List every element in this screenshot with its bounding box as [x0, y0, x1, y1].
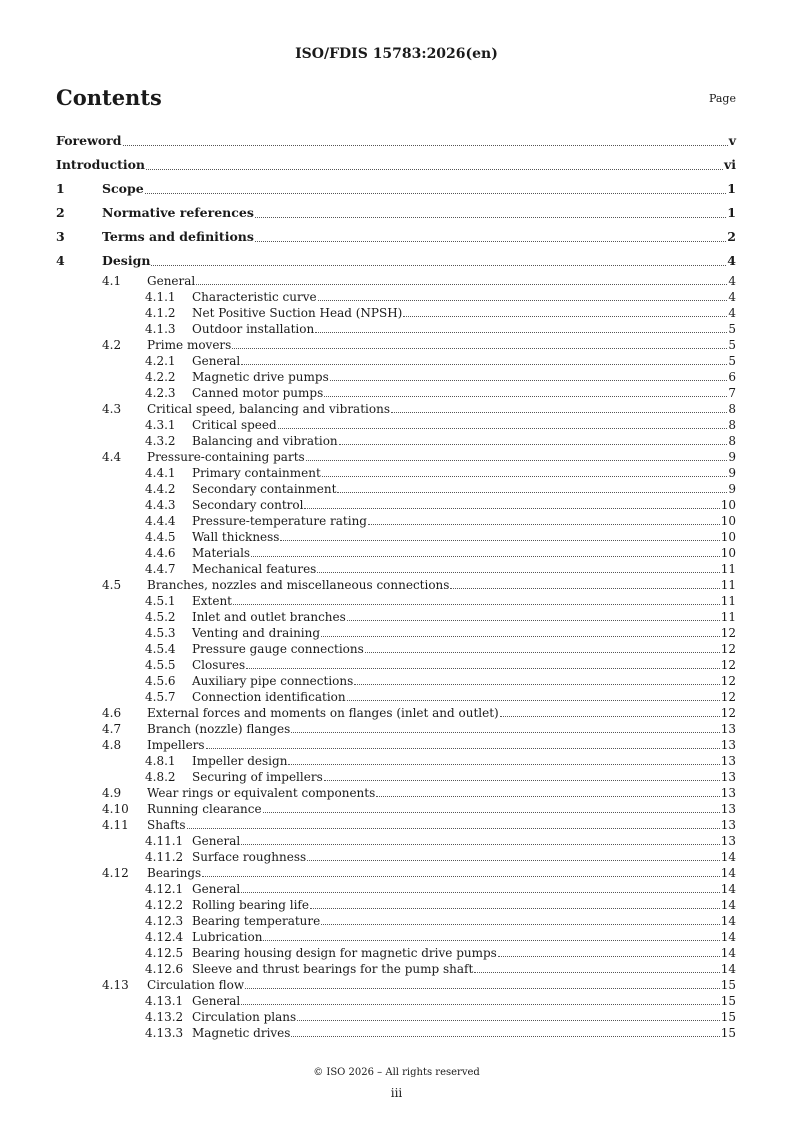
toc-entry[interactable] — [56, 657, 736, 673]
toc-entry-number: 4.11.1 — [145, 834, 184, 848]
toc-entry-number: 4.11.2 — [145, 850, 184, 864]
dot-leader — [321, 923, 719, 925]
toc-entry-number: 4.6 — [102, 706, 122, 720]
toc-entry[interactable] — [56, 929, 736, 945]
toc-entry-title: Bearings — [147, 866, 202, 880]
document-id-header: ISO/FDIS 15783:2026(en) — [295, 46, 498, 62]
toc-entry[interactable] — [56, 785, 736, 801]
toc-entry-number: 4.2.1 — [145, 354, 176, 368]
toc-entry-title: Surface roughness — [192, 850, 307, 864]
toc-entry[interactable] — [56, 385, 736, 401]
toc-entry[interactable] — [56, 913, 736, 929]
toc-entry-title: Outdoor installation — [192, 322, 315, 336]
toc-entry-title: Connection identification — [192, 690, 346, 704]
dot-leader — [146, 168, 723, 170]
toc-entry-number: 4.1.2 — [145, 306, 176, 320]
toc-entry-number: 4.13 — [102, 978, 129, 992]
toc-entry-title: Canned motor pumps — [192, 386, 324, 400]
contents-heading: Contents — [56, 85, 162, 110]
toc-entry-page: 4 — [728, 274, 736, 288]
toc-entry[interactable] — [56, 497, 736, 513]
toc-entry-title: Inlet and outlet branches — [192, 610, 346, 624]
toc-entry-page: 10 — [720, 530, 736, 544]
toc-entry-number: 4.12 — [102, 866, 129, 880]
toc-entry-number: 4.1 — [102, 274, 122, 288]
toc-entry-title: Secondary containment — [192, 482, 337, 496]
toc-entry-title: Pressure gauge connections — [192, 642, 364, 656]
toc-entry-title: Impeller design — [192, 754, 288, 768]
toc-entry[interactable] — [56, 273, 736, 289]
toc-entry-page: 11 — [720, 562, 736, 576]
toc-entry[interactable] — [56, 625, 736, 641]
toc-entry-title: Branches, nozzles and miscellaneous connections — [147, 578, 450, 592]
dot-leader — [151, 264, 726, 266]
toc-entry-number: 4.12.4 — [145, 930, 184, 944]
dot-leader — [263, 939, 719, 941]
toc-entry-number: 2 — [56, 205, 65, 220]
toc-entry[interactable] — [56, 641, 736, 657]
toc-entry-title: Foreword — [56, 133, 122, 148]
dot-leader — [324, 779, 720, 781]
toc-entry-page: 9 — [728, 466, 736, 480]
toc-entry[interactable] — [56, 153, 736, 177]
toc-entry-page: 5 — [728, 338, 736, 352]
toc-entry-page: 12 — [720, 706, 736, 720]
toc-entry-page: 7 — [728, 386, 736, 400]
toc-entry-number: 4.2.2 — [145, 370, 176, 384]
toc-entry-page: 12 — [720, 674, 736, 688]
toc-entry[interactable] — [56, 1009, 736, 1025]
dot-leader — [322, 475, 728, 477]
toc-entry-number: 4.12.2 — [145, 898, 184, 912]
dot-leader — [365, 651, 720, 653]
toc-entry-number: 4.5.6 — [145, 674, 176, 688]
toc-entry[interactable] — [56, 721, 736, 737]
toc-entry-page: 14 — [720, 866, 736, 880]
dot-leader — [202, 875, 720, 877]
toc-entry-page: 14 — [720, 882, 736, 896]
toc-entry-number: 1 — [56, 181, 65, 196]
dot-leader — [318, 299, 728, 301]
toc-entry-page: 14 — [720, 962, 736, 976]
toc-entry-page: 4 — [727, 253, 736, 268]
toc-entry-page: 13 — [720, 722, 736, 736]
dot-leader — [196, 283, 727, 285]
toc-entry-number: 4.1.1 — [145, 290, 176, 304]
toc-entry[interactable] — [56, 961, 736, 977]
toc-entry[interactable] — [56, 865, 736, 881]
dot-leader — [368, 523, 720, 525]
dot-leader — [498, 955, 720, 957]
toc-entry-number: 4.4.4 — [145, 514, 176, 528]
toc-entry[interactable] — [56, 705, 736, 721]
dot-leader — [347, 619, 720, 621]
toc-entry-title: Mechanical features — [192, 562, 317, 576]
toc-entry-title: General — [147, 274, 196, 288]
toc-entry[interactable] — [56, 593, 736, 609]
toc-entry-page: 12 — [720, 642, 736, 656]
dot-leader — [291, 1035, 719, 1037]
toc-entry-number: 4.3.1 — [145, 418, 176, 432]
toc-entry[interactable] — [56, 337, 736, 353]
toc-entry-page: 15 — [720, 994, 736, 1008]
dot-leader — [255, 216, 726, 218]
toc-entry-title: Scope — [102, 181, 144, 196]
toc-entry-page: 10 — [720, 514, 736, 528]
toc-entry-page: 4 — [728, 306, 736, 320]
dot-leader — [330, 379, 728, 381]
toc-entry-title: Running clearance — [147, 802, 262, 816]
toc-entry[interactable] — [56, 977, 736, 993]
toc-entry-title: Securing of impellers — [192, 770, 323, 784]
toc-entry-page: 8 — [728, 418, 736, 432]
toc-entry-number: 4.4.7 — [145, 562, 176, 576]
toc-entry[interactable] — [56, 481, 736, 497]
toc-entry-page: 14 — [720, 930, 736, 944]
toc-entry-page: 13 — [720, 738, 736, 752]
toc-entry-title: Critical speed — [192, 418, 277, 432]
dot-leader — [278, 427, 728, 429]
toc-entry-page: 8 — [728, 434, 736, 448]
toc-entry[interactable] — [56, 353, 736, 369]
toc-entry-page: 10 — [720, 498, 736, 512]
toc-entry-page: 12 — [720, 658, 736, 672]
dot-leader — [321, 635, 720, 637]
toc-entry-title: Magnetic drives — [192, 1026, 291, 1040]
toc-entry[interactable] — [56, 249, 736, 273]
dot-leader — [280, 539, 719, 541]
page-number: iii — [390, 1086, 403, 1100]
dot-leader — [255, 240, 726, 242]
toc-entry-title: Circulation plans — [192, 1010, 297, 1024]
dot-leader — [391, 411, 727, 413]
dot-leader — [123, 144, 728, 146]
dot-leader — [310, 907, 720, 909]
toc-entry[interactable] — [56, 817, 736, 833]
dot-leader — [354, 683, 719, 685]
toc-entry-title: Design — [102, 253, 151, 268]
dot-leader — [347, 699, 720, 701]
toc-entry-title: Wear rings or equivalent components — [147, 786, 376, 800]
dot-leader — [307, 859, 720, 861]
toc-entry-page: 10 — [720, 546, 736, 560]
dot-leader — [317, 571, 719, 573]
toc-entry[interactable] — [56, 369, 736, 385]
toc-entry-number: 4.9 — [102, 786, 122, 800]
toc-entry-title: General — [192, 354, 241, 368]
toc-entry-number: 4.8.2 — [145, 770, 176, 784]
toc-entry-title: Auxiliary pipe connections — [192, 674, 354, 688]
toc-entry-number: 4.4.6 — [145, 546, 176, 560]
toc-entry-page: 2 — [727, 229, 736, 244]
toc-entry-title: Characteristic curve — [192, 290, 317, 304]
toc-entry-title: Secondary control — [192, 498, 304, 512]
toc-entry-title: Closures — [192, 658, 246, 672]
toc-entry[interactable] — [56, 289, 736, 305]
toc-entry-page: 9 — [728, 450, 736, 464]
toc-entry-title: Circulation flow — [147, 978, 245, 992]
toc-entry[interactable] — [56, 449, 736, 465]
dot-leader — [241, 891, 719, 893]
toc-entry[interactable] — [56, 881, 736, 897]
dot-leader — [304, 507, 719, 509]
toc-entry-number: 4.5.1 — [145, 594, 176, 608]
toc-entry[interactable] — [56, 433, 736, 449]
toc-entry-number: 4.4.3 — [145, 498, 176, 512]
toc-entry-page: 12 — [720, 690, 736, 704]
toc-entry-page: 14 — [720, 850, 736, 864]
toc-entry[interactable] — [56, 401, 736, 417]
toc-entry-page: 11 — [720, 578, 736, 592]
toc-entry[interactable] — [56, 225, 736, 249]
dot-leader — [245, 987, 720, 989]
toc-entry-number: 4.8 — [102, 738, 122, 752]
toc-entry-title: Prime movers — [147, 338, 232, 352]
toc-entry[interactable] — [56, 689, 736, 705]
dot-leader — [339, 443, 728, 445]
toc-entry-page: 14 — [720, 898, 736, 912]
dot-leader — [206, 747, 720, 749]
toc-entry-title: Normative references — [102, 205, 254, 220]
toc-entry-title: Sleeve and thrust bearings for the pump shaft — [192, 962, 474, 976]
toc-entry-title: General — [192, 994, 241, 1008]
toc-entry-title: Extent — [192, 594, 233, 608]
toc-entry-number: 4.3 — [102, 402, 122, 416]
toc-entry-title: Bearing temperature — [192, 914, 321, 928]
toc-entry-number: 3 — [56, 229, 65, 244]
toc-entry-number: 4.2 — [102, 338, 122, 352]
toc-entry-number: 4.4.1 — [145, 466, 176, 480]
toc-entry-title: Branch (nozzle) flanges — [147, 722, 291, 736]
toc-entry[interactable] — [56, 993, 736, 1009]
toc-entry-page: 13 — [720, 802, 736, 816]
page-column-label: Page — [708, 92, 736, 105]
dot-leader — [232, 347, 727, 349]
toc-entry-title: Net Positive Suction Head (NPSH) — [192, 306, 403, 320]
copyright-notice: © ISO 2026 – All rights reserved — [313, 1067, 480, 1078]
dot-leader — [288, 763, 719, 765]
toc-entry-number: 4.5.7 — [145, 690, 176, 704]
toc-entry-page: 5 — [728, 354, 736, 368]
toc-entry[interactable] — [56, 849, 736, 865]
toc-entry[interactable] — [56, 945, 736, 961]
toc-entry-number: 4.5 — [102, 578, 122, 592]
toc-entry-title: Balancing and vibration — [192, 434, 338, 448]
toc-entry-number: 4.5.5 — [145, 658, 176, 672]
toc-entry-page: 13 — [720, 754, 736, 768]
toc-entry-page: 13 — [720, 818, 736, 832]
toc-entry[interactable] — [56, 577, 736, 593]
toc-entry-number: 4.12.1 — [145, 882, 184, 896]
toc-entry-title: Bearing housing design for magnetic drive pumps — [192, 946, 497, 960]
dot-leader — [337, 491, 727, 493]
toc-entry-number: 4.13.2 — [145, 1010, 184, 1024]
dot-leader — [145, 192, 727, 194]
toc-entry-title: Introduction — [56, 157, 146, 172]
toc-entry-number: 4.12.6 — [145, 962, 184, 976]
toc-entry-number: 4.1.3 — [145, 322, 176, 336]
toc-entry-page: 14 — [720, 946, 736, 960]
toc-entry-page: 11 — [720, 610, 736, 624]
toc-entry[interactable] — [56, 177, 736, 201]
toc-entry-title: External forces and moments on flanges (inlet and outlet) — [147, 706, 499, 720]
dot-leader — [450, 587, 719, 589]
toc-entry[interactable] — [56, 801, 736, 817]
toc-entry-title: Wall thickness — [192, 530, 280, 544]
toc-entry-title: Terms and definitions — [102, 229, 254, 244]
toc-entry[interactable] — [56, 833, 736, 849]
toc-entry[interactable] — [56, 609, 736, 625]
toc-entry[interactable] — [56, 1025, 736, 1041]
toc-entry-number: 4.2.3 — [145, 386, 176, 400]
toc-entry-page: v — [728, 133, 736, 148]
toc-entry-number: 4.13.1 — [145, 994, 184, 1008]
toc-entry-page: 1 — [727, 205, 736, 220]
toc-entry-page: vi — [723, 157, 736, 172]
toc-entry[interactable] — [56, 129, 736, 153]
dot-leader — [241, 843, 719, 845]
dot-leader — [315, 331, 727, 333]
toc-entry-page: 13 — [720, 786, 736, 800]
toc-entry-number: 4.10 — [102, 802, 129, 816]
toc-entry-title: Lubrication — [192, 930, 263, 944]
dot-leader — [263, 811, 720, 813]
dot-leader — [474, 971, 719, 973]
toc-entry-number: 4.11 — [102, 818, 129, 832]
toc-entry-title: Critical speed, balancing and vibrations — [147, 402, 390, 416]
toc-entry-title: Materials — [192, 546, 251, 560]
toc-entry-number: 4.5.4 — [145, 642, 176, 656]
toc-entry-number: 4.5.3 — [145, 626, 176, 640]
toc-entry-page: 11 — [720, 594, 736, 608]
toc-entry-number: 4.4.2 — [145, 482, 176, 496]
toc-entry[interactable] — [56, 305, 736, 321]
toc-entry-page: 1 — [727, 181, 736, 196]
dot-leader — [297, 1019, 720, 1021]
dot-leader — [306, 459, 728, 461]
toc-entry-number: 4.5.2 — [145, 610, 176, 624]
table-of-contents — [56, 129, 736, 1041]
dot-leader — [251, 555, 720, 557]
toc-entry-page: 15 — [720, 978, 736, 992]
toc-entry[interactable] — [56, 513, 736, 529]
toc-entry[interactable] — [56, 561, 736, 577]
toc-entry-title: Pressure-containing parts — [147, 450, 305, 464]
dot-leader — [291, 731, 719, 733]
toc-entry-title: Rolling bearing life — [192, 898, 309, 912]
dot-leader — [403, 315, 727, 317]
toc-entry-page: 8 — [728, 402, 736, 416]
toc-entry[interactable] — [56, 465, 736, 481]
toc-entry-title: General — [192, 834, 241, 848]
toc-entry-number: 4.4 — [102, 450, 122, 464]
toc-entry[interactable] — [56, 529, 736, 545]
toc-entry-title: Impellers — [147, 738, 205, 752]
toc-entry-page: 12 — [720, 626, 736, 640]
toc-entry-title: Magnetic drive pumps — [192, 370, 329, 384]
toc-entry-title: Shafts — [147, 818, 186, 832]
dot-leader — [376, 795, 719, 797]
toc-entry[interactable] — [56, 321, 736, 337]
toc-entry[interactable] — [56, 737, 736, 753]
toc-entry[interactable] — [56, 769, 736, 785]
toc-entry-number: 4.8.1 — [145, 754, 176, 768]
toc-entry-page: 6 — [728, 370, 736, 384]
toc-entry-number: 4.4.5 — [145, 530, 176, 544]
dot-leader — [500, 715, 720, 717]
toc-entry[interactable] — [56, 201, 736, 225]
toc-entry-page: 13 — [720, 770, 736, 784]
toc-entry-page: 15 — [720, 1026, 736, 1040]
toc-entry-page: 15 — [720, 1010, 736, 1024]
toc-entry[interactable] — [56, 897, 736, 913]
toc-entry-page: 5 — [728, 322, 736, 336]
toc-entry-title: Pressure-temperature rating — [192, 514, 367, 528]
dot-leader — [241, 1003, 719, 1005]
toc-entry-number: 4.12.3 — [145, 914, 184, 928]
toc-entry[interactable] — [56, 673, 736, 689]
toc-entry[interactable] — [56, 545, 736, 561]
toc-entry-number: 4.7 — [102, 722, 122, 736]
toc-entry-page: 4 — [728, 290, 736, 304]
toc-entry-page: 9 — [728, 482, 736, 496]
toc-entry-page: 13 — [720, 834, 736, 848]
dot-leader — [246, 667, 720, 669]
toc-entry-number: 4.3.2 — [145, 434, 176, 448]
toc-entry-number: 4 — [56, 253, 65, 268]
dot-leader — [233, 603, 720, 605]
toc-entry-number: 4.12.5 — [145, 946, 184, 960]
toc-entry-number: 4.13.3 — [145, 1026, 184, 1040]
dot-leader — [187, 827, 720, 829]
toc-entry-title: Venting and draining — [192, 626, 321, 640]
dot-leader — [324, 395, 727, 397]
toc-entry-title: General — [192, 882, 241, 896]
toc-entry[interactable] — [56, 417, 736, 433]
toc-entry-title: Primary containment — [192, 466, 321, 480]
toc-entry[interactable] — [56, 753, 736, 769]
dot-leader — [241, 363, 727, 365]
toc-entry-page: 14 — [720, 914, 736, 928]
